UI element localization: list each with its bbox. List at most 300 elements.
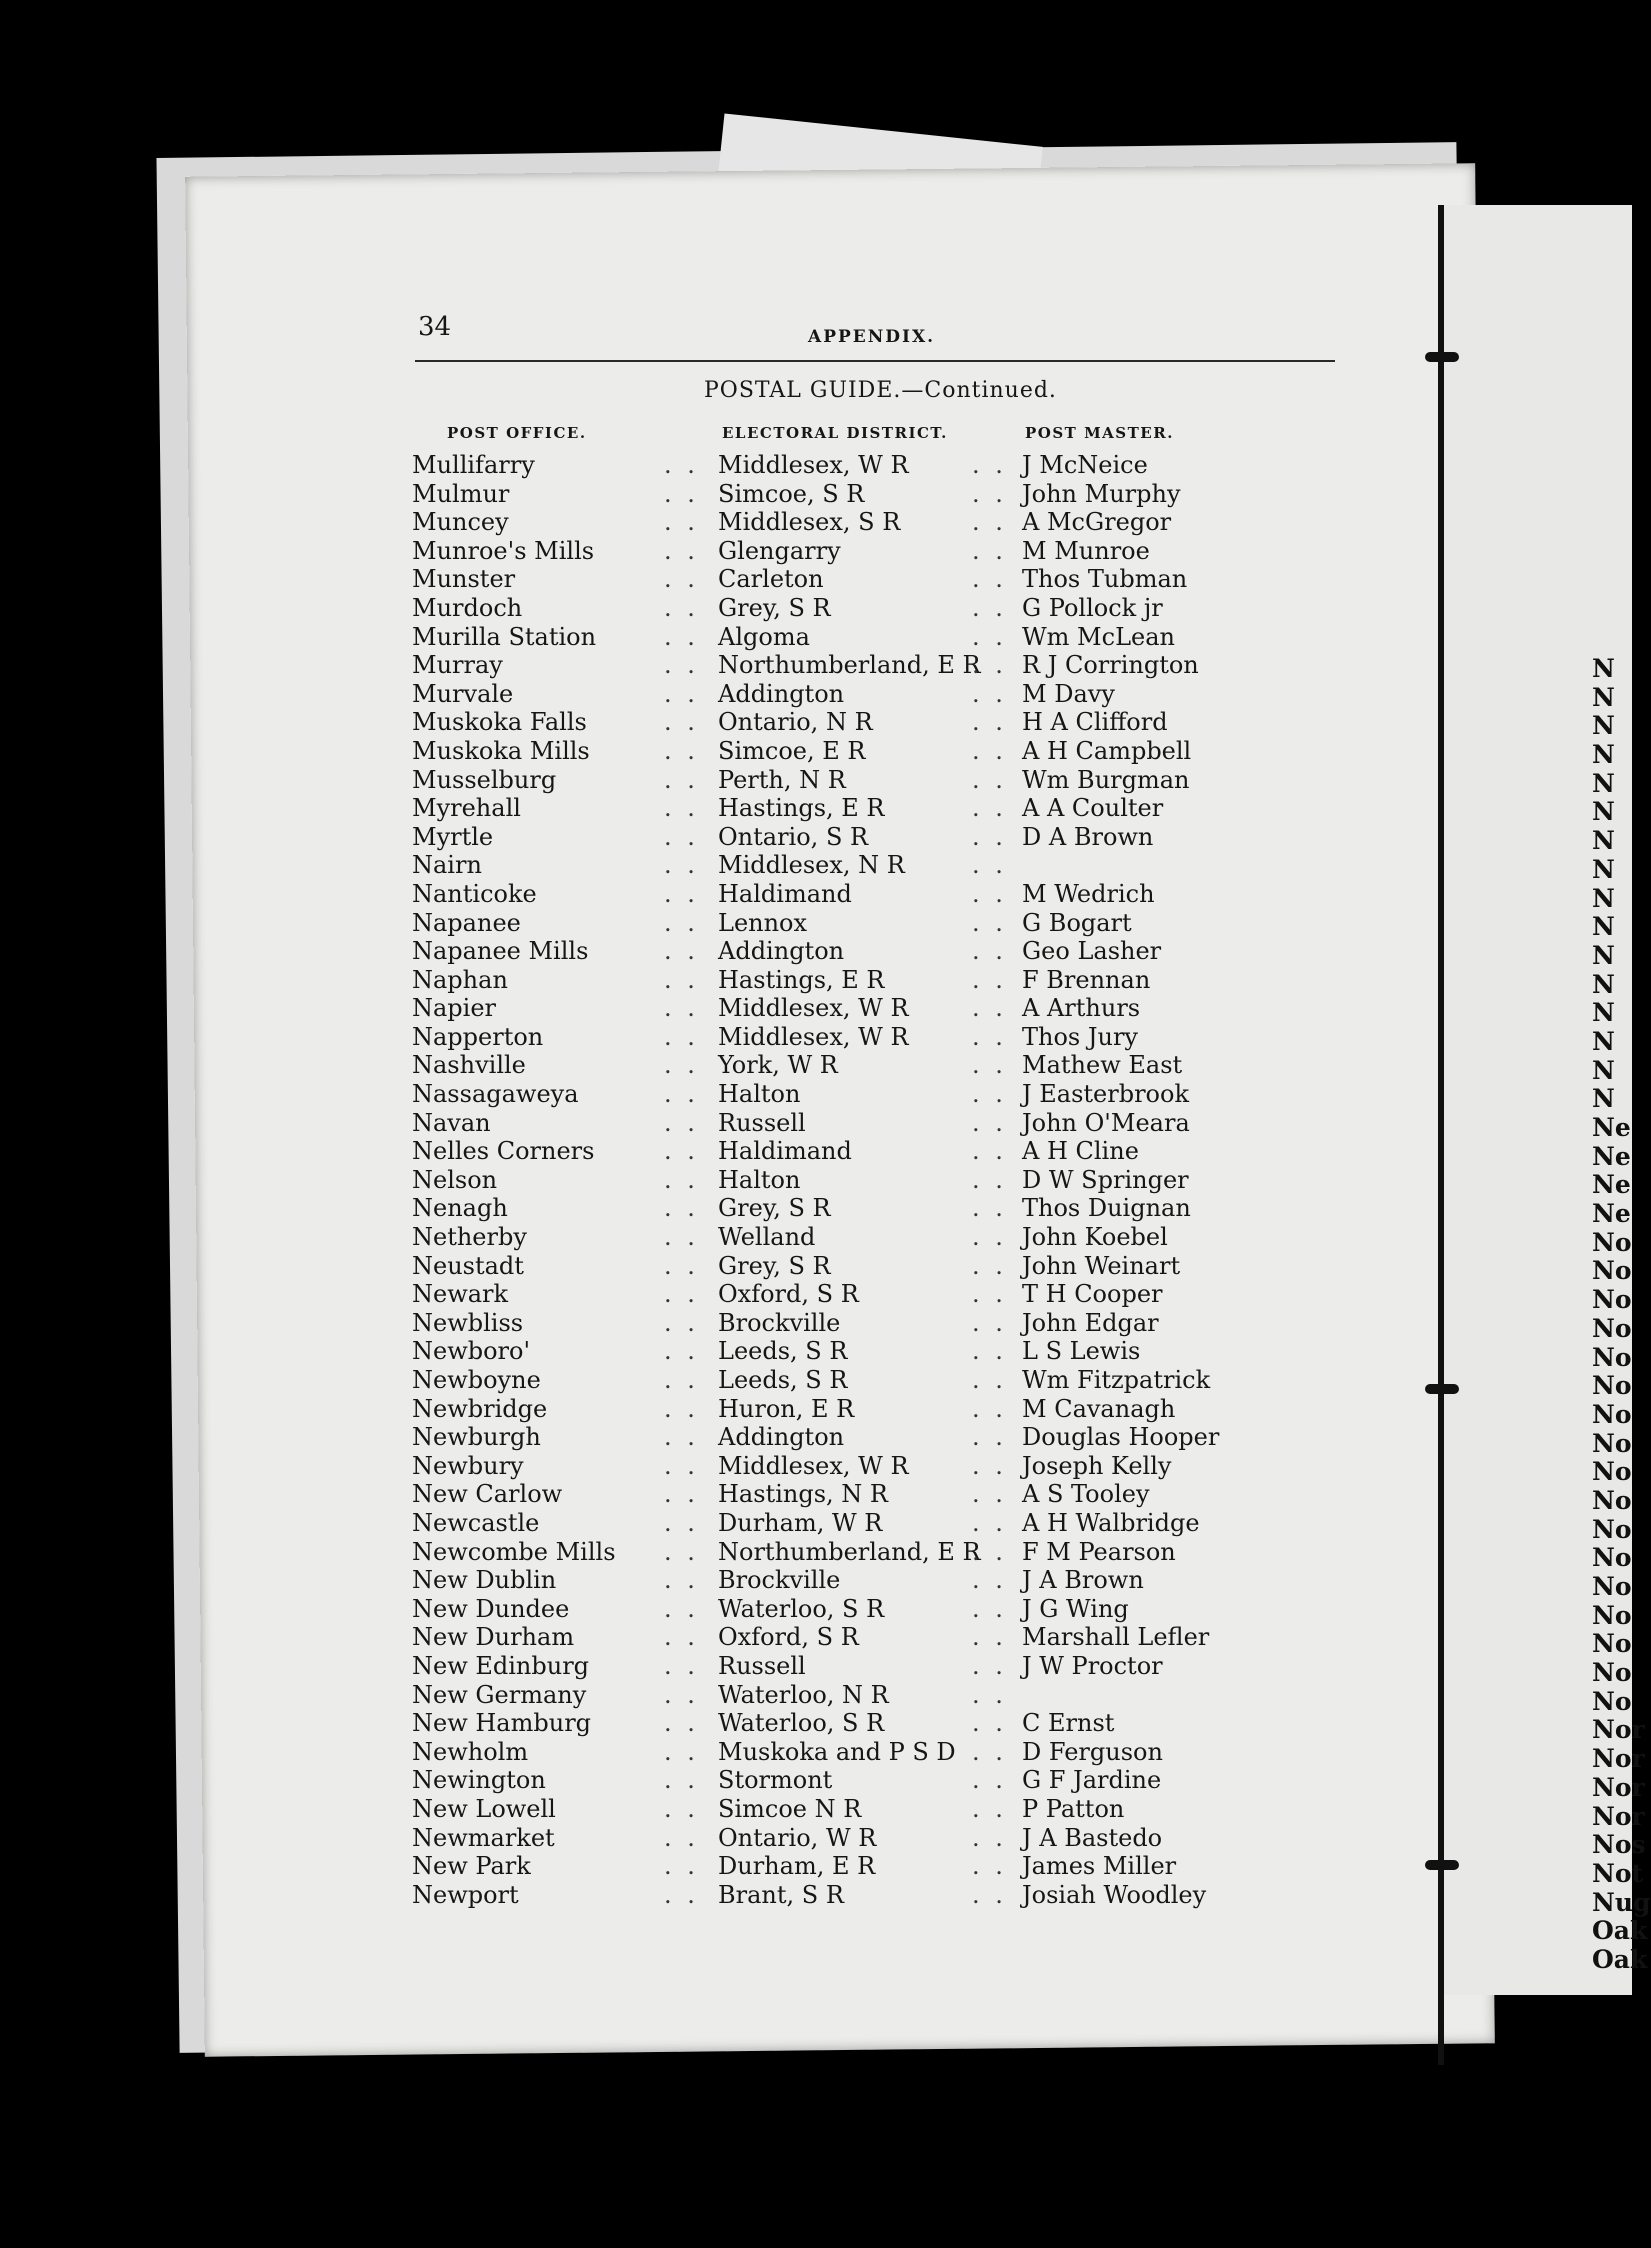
post-office-cell: Newcombe Mills [412,1537,616,1566]
post-office-cell: Newbury [412,1451,524,1480]
post-office-cell: New Durham [412,1623,575,1652]
post-master-cell: C Ernst [1022,1709,1115,1738]
right-page-entry-fragment: No [1592,1457,1632,1487]
electoral-district-cell: Carleton [718,565,824,594]
book-gutter [1438,205,1444,2065]
leader-dots: . . [664,794,699,823]
post-office-cell: Newholm [412,1737,529,1766]
right-page-entry-fragment: No [1592,1285,1632,1315]
right-page-entry-fragment: No [1592,1658,1632,1688]
leader-dots: . . [664,593,699,622]
leader-dots: . . [664,451,699,479]
leader-dots: . . [972,994,1007,1023]
post-master-cell: Geo Lasher [1022,937,1162,966]
leader-dots: . . [972,479,1007,508]
right-page-entry-fragment: Ne [1592,1113,1631,1142]
leader-dots: . . [664,1051,699,1080]
leader-dots: . . [664,622,699,651]
leader-dots: . . [972,508,1007,537]
post-master-cell: John Murphy [1022,479,1181,508]
leader-dots: . . [664,1308,699,1337]
post-master-cell: G Bogart [1022,908,1132,937]
post-office-cell: New Lowell [412,1794,556,1823]
post-office-cell: New Park [412,1852,531,1881]
electoral-district-cell: Simcoe, E R [718,736,866,765]
table-row [412,1623,1312,1652]
right-page-entry-fragment: No [1592,1543,1632,1573]
table-row [412,451,1312,480]
leader-dots: . . [664,536,699,565]
post-office-cell: Mullifarry [412,451,535,479]
column-header-post-office: POST OFFICE. [447,424,587,442]
post-master-cell: John Weinart [1022,1251,1181,1280]
post-master-cell: D A Brown [1022,822,1154,851]
post-office-cell: Napier [412,994,497,1023]
leader-dots: . . [972,451,1007,479]
leader-dots: . . [664,651,699,680]
electoral-district-cell: Stormont [718,1766,833,1795]
leader-dots: . . [664,1794,699,1823]
table-row [412,1051,1312,1080]
leader-dots: . . [664,937,699,966]
post-office-cell: New Hamburg [412,1709,592,1738]
post-office-cell: New Dundee [412,1594,570,1623]
leader-dots: . . [664,1165,699,1194]
electoral-district-cell: Grey, S R [718,593,831,622]
leader-dots: . . [972,1308,1007,1337]
post-office-cell: Muncey [412,508,509,537]
leader-dots: . . [664,822,699,851]
post-office-cell: Myrtle [412,822,494,851]
electoral-district-cell: Waterloo, S R [718,1594,885,1623]
table-row [412,651,1312,680]
electoral-district-cell: Middlesex, W R [718,1022,909,1051]
right-page-entry-fragment: Not [1592,1858,1644,1888]
post-office-cell: Mulmur [412,479,510,508]
table-row [412,1366,1312,1395]
post-master-cell: Thos Jury [1022,1022,1138,1051]
electoral-district-cell: Middlesex, W R [718,994,909,1023]
right-page-entry-fragment: N [1592,969,1615,999]
right-page-entry-fragment: N [1592,1026,1615,1056]
post-office-cell: Muskoka Mills [412,736,590,765]
leader-dots: . . [664,1194,699,1223]
electoral-district-cell: Welland [718,1223,816,1252]
leader-dots: . . [664,479,699,508]
electoral-district-cell: Durham, E R [718,1852,876,1881]
leader-dots: . . [664,1022,699,1051]
electoral-district-cell: Hastings, N R [718,1480,888,1509]
right-page-entry-fragment: Nor [1592,1715,1645,1745]
post-master-cell: Marshall Lefler [1022,1623,1210,1652]
binding-stitch [1425,1860,1459,1870]
electoral-district-cell: Lennox [718,908,808,937]
post-office-cell: Munroe's Mills [412,536,595,565]
right-page-entry-fragment: Ne [1592,1141,1631,1171]
electoral-district-cell: Waterloo, N R [718,1680,889,1709]
table-row [412,1881,1312,1910]
electoral-district-cell: Northumberland, E R [718,1537,981,1566]
leader-dots: . . [664,1566,699,1595]
leader-dots: . . [664,1108,699,1137]
post-master-cell: Josiah Woodley [1022,1880,1207,1909]
table-row [412,909,1312,938]
right-page-entry-fragment: Nor [1592,1744,1645,1774]
table-row [412,1795,1312,1824]
electoral-district-cell: Hastings, E R [718,794,885,823]
post-master-cell: John Koebel [1022,1223,1168,1252]
right-page-entry-fragment: No [1592,1342,1632,1372]
leader-dots: . . [664,1823,699,1852]
post-master-cell: Mathew East [1022,1051,1183,1080]
electoral-district-cell: Durham, W R [718,1508,883,1537]
table-row [412,794,1312,823]
right-page-entry-fragment: No [1592,1227,1632,1257]
right-page-entry-fragment: No [1592,1629,1632,1659]
leader-dots: . . [664,1280,699,1309]
post-master-cell: A S Tooley [1022,1480,1150,1509]
post-master-cell: M Cavanagh [1022,1394,1176,1423]
electoral-district-cell: Hastings, E R [718,965,885,994]
leader-dots: . . [972,1537,1007,1566]
post-office-cell: Nenagh [412,1194,508,1223]
leader-dots: . . [972,1594,1007,1623]
right-page-entry-fragment: Nor [1592,1772,1645,1802]
post-master-cell: James Miller [1022,1852,1177,1881]
post-office-cell: Nanticoke [412,879,537,908]
leader-dots: . . [664,1537,699,1566]
leader-dots: . . [972,708,1007,737]
post-master-cell: A McGregor [1022,508,1172,537]
leader-dots: . . [972,1737,1007,1766]
leader-dots: . . [664,1366,699,1394]
table-row [412,623,1312,652]
table-row [412,508,1312,537]
leader-dots: . . [664,1394,699,1423]
leader-dots: . . [972,1451,1007,1480]
leader-dots: . . [664,1680,699,1709]
leader-dots: . . [972,1623,1007,1652]
post-master-cell: A Arthurs [1022,994,1141,1023]
leader-dots: . . [972,879,1007,908]
leader-dots: . . [972,1280,1007,1309]
right-page-entry-fragment: N [1592,940,1615,970]
leader-dots: . . [972,1165,1007,1194]
post-office-cell: Nelles Corners [412,1137,595,1166]
right-page-entry-fragment: N [1592,1084,1615,1114]
right-page-entry-fragment: N [1592,1055,1615,1085]
leader-dots: . . [664,1137,699,1166]
leader-dots: . . [972,1337,1007,1366]
leader-dots: . . [972,651,1007,680]
table-row [412,1766,1312,1795]
table-row [412,1480,1312,1509]
leader-dots: . . [664,1594,699,1623]
table-row [412,1309,1312,1338]
table-row [412,537,1312,566]
post-master-cell: Wm McLean [1022,622,1175,651]
table-row [412,1166,1312,1195]
post-office-cell: Newcastle [412,1508,540,1537]
leader-dots: . . [972,536,1007,565]
table-row [412,851,1312,880]
post-master-cell: J W Proctor [1022,1651,1163,1680]
electoral-district-cell: Middlesex, W R [718,451,909,479]
electoral-district-cell: Ontario, N R [718,708,873,737]
right-page-entry-fragment: No [1592,1485,1632,1515]
right-page-entry-fragment: Nug [1592,1887,1651,1917]
post-master-cell: R J Corrington [1022,651,1199,680]
leader-dots: . . [972,765,1007,794]
post-master-cell: Thos Duignan [1022,1194,1191,1223]
post-master-cell: L S Lewis [1022,1337,1141,1366]
leader-dots: . . [972,822,1007,851]
post-master-cell: Douglas Hooper [1022,1423,1220,1452]
binding-stitch [1425,352,1459,362]
right-page-entry-fragment: Nos [1592,1830,1646,1860]
electoral-district-cell: Oxford, S R [718,1623,859,1652]
leader-dots: . . [664,1451,699,1480]
post-master-cell: M Davy [1022,679,1115,708]
electoral-district-cell: Oxford, S R [718,1280,859,1309]
post-master-cell: D W Springer [1022,1165,1189,1194]
right-page-letter-column [1592,654,1651,1975]
right-page-entry-fragment: N [1592,883,1615,913]
post-office-cell: Napanee [412,908,521,937]
post-office-cell: Navan [412,1108,491,1137]
post-office-cell: Nashville [412,1051,526,1080]
table-row [412,823,1312,852]
leader-dots: . . [972,1566,1007,1595]
right-page-entry-fragment: No [1592,1428,1632,1458]
right-page-entry-fragment: Ne [1592,1199,1631,1229]
right-page-entry-fragment: No [1592,1686,1632,1716]
table-row [412,1194,1312,1223]
column-header-post-master: POST MASTER. [1025,424,1174,442]
post-office-cell: Munster [412,565,516,594]
post-office-cell: Nassagaweya [412,1080,579,1109]
table-row [412,594,1312,623]
right-page-entry-fragment: Ne [1592,1170,1631,1200]
post-master-cell: Joseph Kelly [1022,1451,1172,1480]
leader-dots: . . [972,1051,1007,1080]
post-office-cell: Murvale [412,679,514,708]
leader-dots: . . [664,708,699,737]
electoral-district-cell: Ontario, S R [718,822,869,851]
leader-dots: . . [664,765,699,794]
leader-dots: . . [972,1251,1007,1280]
table-row [412,1023,1312,1052]
table-row [412,1395,1312,1424]
post-office-cell: New Germany [412,1680,587,1709]
electoral-district-cell: Halton [718,1080,801,1109]
table-row [412,1280,1312,1309]
right-page-entry-fragment: No [1592,1514,1632,1544]
post-master-cell: John Edgar [1022,1308,1159,1337]
table-row [412,480,1312,509]
right-page-entry-fragment: No [1592,1371,1632,1401]
table-row [412,1681,1312,1710]
leader-dots: . . [972,1480,1007,1509]
right-page-entry-fragment: N [1592,740,1615,770]
table-row [412,1538,1312,1567]
electoral-district-cell: Grey, S R [718,1194,831,1223]
post-office-cell: Nelson [412,1165,498,1194]
table-row [412,1509,1312,1538]
leader-dots: . . [664,508,699,537]
post-master-cell: J G Wing [1022,1594,1129,1623]
leader-dots: . . [972,1794,1007,1823]
post-master-cell: G Pollock jr [1022,593,1163,622]
leader-dots: . . [972,1680,1007,1709]
leader-dots: . . [972,1223,1007,1252]
post-office-cell: Nairn [412,851,482,880]
electoral-district-cell: Addington [718,1423,845,1452]
electoral-district-cell: Leeds, S R [718,1366,848,1394]
electoral-district-cell: Middlesex, S R [718,508,901,537]
post-office-cell: Neustadt [412,1251,524,1280]
right-page-entry-fragment: N [1592,682,1615,712]
right-page-entry-fragment: N [1592,998,1615,1028]
leader-dots: . . [972,908,1007,937]
post-office-cell: Newboyne [412,1366,541,1394]
leader-dots: . . [664,1737,699,1766]
leader-dots: . . [972,1823,1007,1852]
leader-dots: . . [664,1480,699,1509]
leader-dots: . . [972,1394,1007,1423]
post-master-cell: J McNeice [1022,451,1148,479]
leader-dots: . . [664,1852,699,1881]
post-office-cell: New Dublin [412,1566,557,1595]
electoral-district-cell: Northumberland, E R [718,651,981,680]
table-row [412,1137,1312,1166]
post-office-cell: Naphan [412,965,508,994]
post-master-cell: Wm Fitzpatrick [1022,1366,1211,1394]
table-row [412,1738,1312,1767]
right-page-entry-fragment: N [1592,826,1615,856]
right-page-entry-fragment: No [1592,1572,1632,1601]
column-header-electoral-district: ELECTORAL DISTRICT. [722,424,948,442]
section-title: POSTAL GUIDE.—Continued. [704,378,1057,403]
right-page-entry-fragment: N [1592,912,1615,942]
table-row [412,1109,1312,1138]
leader-dots: . . [664,679,699,708]
post-office-cell: Newburgh [412,1423,541,1452]
leader-dots: . . [972,1508,1007,1537]
electoral-district-cell: Haldimand [718,1137,852,1166]
table-row [412,1080,1312,1109]
electoral-district-cell: Russell [718,1651,806,1680]
right-page-entry-fragment: Nor [1592,1801,1645,1831]
table-row [412,1223,1312,1252]
table-row [412,1852,1312,1881]
post-master-cell: T H Cooper [1022,1280,1163,1309]
leader-dots: . . [972,622,1007,651]
leader-dots: . . [972,565,1007,594]
table-row [412,766,1312,795]
leader-dots: . . [664,1880,699,1909]
leader-dots: . . [664,1623,699,1652]
right-page-entry-fragment: No [1592,1600,1632,1630]
post-office-cell: Musselburg [412,765,557,794]
table-row [412,1652,1312,1681]
post-office-cell: Napperton [412,1022,544,1051]
right-page-entry-fragment: N [1592,711,1615,741]
table-row [412,966,1312,995]
post-office-cell: Newport [412,1880,519,1909]
post-master-cell: G F Jardine [1022,1766,1162,1795]
leader-dots: . . [664,879,699,908]
post-master-cell: A H Cline [1022,1137,1139,1166]
table-row [412,937,1312,966]
table-row [412,880,1312,909]
post-master-cell: A A Coulter [1022,794,1164,823]
leader-dots: . . [972,1852,1007,1881]
table-row [412,1595,1312,1624]
leader-dots: . . [972,736,1007,765]
leader-dots: . . [972,1137,1007,1166]
post-master-cell: Wm Burgman [1022,765,1190,794]
leader-dots: . . [972,679,1007,708]
post-office-cell: Newboro' [412,1337,531,1366]
header-rule [415,360,1335,362]
right-page-entry-fragment: No [1592,1256,1632,1286]
post-master-cell: J A Bastedo [1022,1823,1163,1852]
electoral-district-cell: Muskoka and P S D [718,1737,956,1766]
post-office-cell: Murray [412,651,503,680]
post-office-cell: Murdoch [412,593,523,622]
leader-dots: . . [972,851,1007,880]
leader-dots: . . [664,736,699,765]
electoral-district-cell: Halton [718,1165,801,1194]
post-master-cell: M Munroe [1022,536,1150,565]
leader-dots: . . [972,965,1007,994]
table-row [412,565,1312,594]
post-master-cell: P Patton [1022,1794,1125,1823]
post-office-cell: Muskoka Falls [412,708,587,737]
leader-dots: . . [972,1194,1007,1223]
post-office-cell: Newbridge [412,1394,548,1423]
table-row [412,1452,1312,1481]
post-master-cell: John O'Meara [1022,1108,1190,1137]
table-row [412,1252,1312,1281]
leader-dots: . . [972,937,1007,966]
leader-dots: . . [664,1080,699,1109]
post-office-cell: New Carlow [412,1480,563,1509]
leader-dots: . . [664,1251,699,1280]
post-master-cell: J Easterbrook [1022,1080,1189,1109]
table-row [412,1824,1312,1853]
leader-dots: . . [972,1651,1007,1680]
electoral-district-cell: Simcoe N R [718,1794,862,1823]
electoral-district-cell: Leeds, S R [718,1337,848,1366]
leader-dots: . . [664,851,699,880]
post-master-cell: J A Brown [1022,1566,1144,1595]
electoral-district-cell: Brant, S R [718,1880,844,1909]
post-master-cell: A H Walbridge [1022,1508,1200,1537]
right-page-entry-fragment: No [1592,1313,1632,1343]
table-row [412,1566,1312,1595]
leader-dots: . . [972,1022,1007,1051]
electoral-district-cell: Haldimand [718,879,852,908]
leader-dots: . . [972,1709,1007,1738]
right-page-entry-fragment: Oak [1592,1916,1648,1946]
postal-guide-table [412,451,1312,1909]
post-office-cell: Newbliss [412,1308,524,1337]
post-office-cell: Newark [412,1280,509,1309]
post-master-cell: D Ferguson [1022,1737,1163,1766]
page-number: 34 [418,312,452,342]
